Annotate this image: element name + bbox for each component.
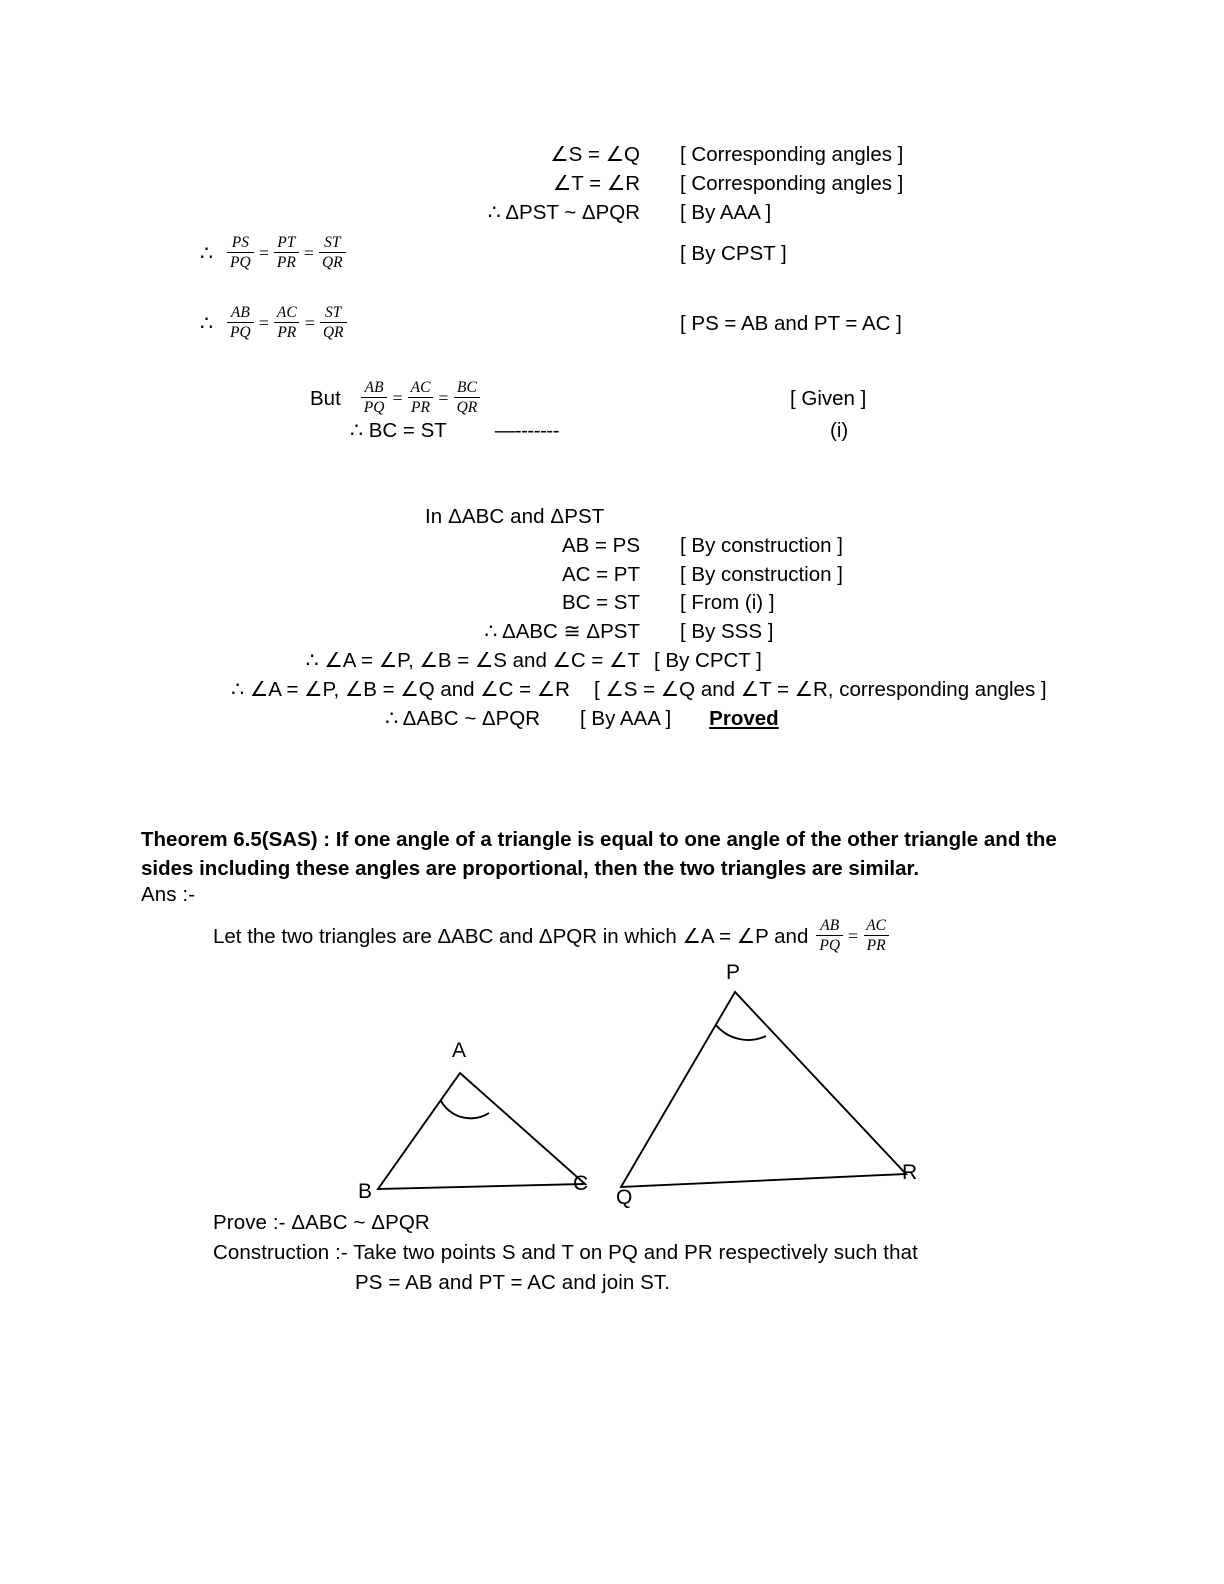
- fraction-denominator: QR: [319, 252, 346, 271]
- prove-line: Prove :- ΔABC ~ ΔPQR: [213, 1211, 430, 1234]
- fraction: [361, 379, 388, 417]
- conclusion-statement: ∴ BC = ST: [350, 419, 447, 442]
- fraction-numerator: AB: [230, 304, 250, 321]
- theorem-title-line1: Theorem 6.5(SAS) : If one angle of a triangle is equal to one angle of the other triangle: [141, 828, 979, 851]
- fraction-numerator: BC: [457, 379, 477, 396]
- fraction-numerator: AB: [364, 379, 384, 396]
- fraction: [454, 379, 481, 417]
- equals-sign: =: [303, 242, 314, 263]
- proof-row-fraction: [200, 380, 866, 418]
- construction-line1: Construction :- Take two points S and T on PQ and PR respectively such that: [213, 1241, 918, 1264]
- proof-reason: [ By CPST ]: [680, 241, 787, 265]
- theorem-given-line: [213, 918, 892, 956]
- construction-line2: PS = AB and PT = AC and join ST.: [355, 1271, 671, 1294]
- fraction-numerator: PS: [231, 234, 249, 251]
- fraction: [274, 304, 300, 342]
- fraction-numerator: AC: [410, 379, 431, 396]
- fraction-denominator: QR: [454, 397, 481, 416]
- vertex-label-c: C: [573, 1172, 589, 1195]
- proof-reason: [ By CPCT ]: [654, 649, 762, 672]
- proof-statement: ∴ ∠A = ∠P, ∠B = ∠Q and ∠C = ∠R: [231, 678, 570, 701]
- vertex-label-a: A: [452, 1039, 467, 1062]
- proof-row: [200, 622, 773, 643]
- equals-sign: =: [848, 925, 859, 946]
- fraction: [319, 234, 346, 272]
- fraction: [274, 234, 299, 272]
- proof-reason: [ By AAA ]: [680, 201, 772, 224]
- fraction-denominator: PQ: [227, 322, 254, 341]
- therefore-symbol: ∴: [200, 241, 214, 265]
- equals-sign: =: [258, 312, 269, 333]
- proof-reason: [ Corresponding angles ]: [680, 172, 904, 195]
- theorem-title: [141, 825, 1071, 883]
- proof-statement: BC = ST: [561, 591, 640, 614]
- proof-row-fraction: [200, 305, 902, 343]
- proof-row-conclusion: [200, 421, 848, 442]
- proof-statement: AB = PS: [561, 534, 640, 557]
- triangles-figure: [330, 955, 950, 1215]
- equals-sign: =: [392, 387, 403, 408]
- fraction: [408, 379, 434, 417]
- proof-row-fraction: [200, 235, 787, 273]
- proof-statement: ∴ ΔABC ≅ ΔPST: [484, 620, 640, 643]
- triangle-abc: [378, 1073, 585, 1189]
- given-prefix: Let the two triangles are ΔABC and ΔPQR in which ∠A = ∠P and: [213, 924, 809, 948]
- proof-statement: ∴ ΔABC ~ ΔPQR: [385, 707, 540, 730]
- fraction-denominator: PR: [408, 397, 433, 416]
- proof-reason: [ From (i) ]: [680, 591, 775, 614]
- proof-statement: ∠T = ∠R: [552, 172, 640, 195]
- proof-part2-heading: In ΔABC and ΔPST: [425, 505, 605, 528]
- answer-label: Ans :-: [141, 883, 196, 906]
- proof-row-final: [200, 709, 779, 730]
- theorem-title-line2: and the sides including these angles are proportional, then the two triangles are similar.: [141, 828, 1057, 881]
- fraction-numerator: ST: [324, 234, 341, 251]
- fraction: [227, 304, 254, 342]
- fraction-denominator: QR: [320, 322, 347, 341]
- proof-statement: ∴ ΔPST ~ ΔPQR: [487, 201, 640, 224]
- fraction: [320, 304, 347, 342]
- step-number: (i): [830, 419, 849, 442]
- fraction-denominator: PQ: [361, 397, 388, 416]
- fraction-numerator: ST: [324, 304, 342, 321]
- equals-sign: =: [438, 387, 449, 408]
- proof-reason: [ Corresponding angles ]: [680, 143, 904, 166]
- vertex-label-b: B: [358, 1180, 373, 1203]
- vertex-label-q: Q: [616, 1186, 633, 1209]
- proof-row: [200, 145, 903, 166]
- therefore-symbol: ∴: [200, 311, 214, 335]
- fraction: [227, 234, 254, 272]
- fraction-numerator: AC: [866, 917, 887, 934]
- proof-reason: [ ∠S = ∠Q and ∠T = ∠R, corresponding angles ]: [594, 678, 1047, 701]
- dash-separator: —-------: [494, 419, 560, 442]
- fraction-numerator: AC: [276, 304, 297, 321]
- equals-sign: =: [304, 312, 315, 333]
- proof-row: [200, 174, 903, 195]
- proof-row: [200, 651, 762, 672]
- proof-reason: [ Given ]: [790, 386, 867, 410]
- triangles-svg: [330, 955, 950, 1215]
- vertex-label-p: P: [726, 961, 741, 984]
- proved-label: Proved: [709, 707, 779, 730]
- proof-reason: [ By construction ]: [680, 563, 843, 586]
- proof-row: [200, 680, 1047, 701]
- fraction-denominator: PQ: [227, 252, 254, 271]
- but-label: But: [310, 386, 341, 410]
- fraction-numerator: AB: [820, 917, 840, 934]
- vertex-label-r: R: [902, 1161, 918, 1184]
- fraction-denominator: PR: [864, 935, 889, 954]
- proof-statement: ∴ ∠A = ∠P, ∠B = ∠S and ∠C = ∠T: [305, 649, 640, 672]
- proof-statement: AC = PT: [561, 563, 640, 586]
- proof-row: [200, 593, 775, 614]
- fraction: [816, 917, 843, 955]
- proof-reason: [ By SSS ]: [680, 620, 774, 643]
- proof-statement: ∠S = ∠Q: [550, 143, 640, 166]
- proof-row: [200, 565, 843, 586]
- proof-reason: [ PS = AB and PT = AC ]: [680, 311, 902, 335]
- proof-row: [200, 203, 771, 224]
- proof-reason: [ By AAA ]: [580, 707, 672, 730]
- fraction-numerator: PT: [277, 234, 296, 251]
- fraction: [863, 917, 889, 955]
- fraction-denominator: PR: [274, 252, 299, 271]
- fraction-denominator: PQ: [816, 935, 843, 954]
- equals-sign: =: [258, 242, 269, 263]
- proof-reason: [ By construction ]: [680, 534, 843, 557]
- fraction-denominator: PR: [274, 322, 299, 341]
- triangle-pqr: [621, 992, 906, 1187]
- proof-row: [200, 536, 843, 557]
